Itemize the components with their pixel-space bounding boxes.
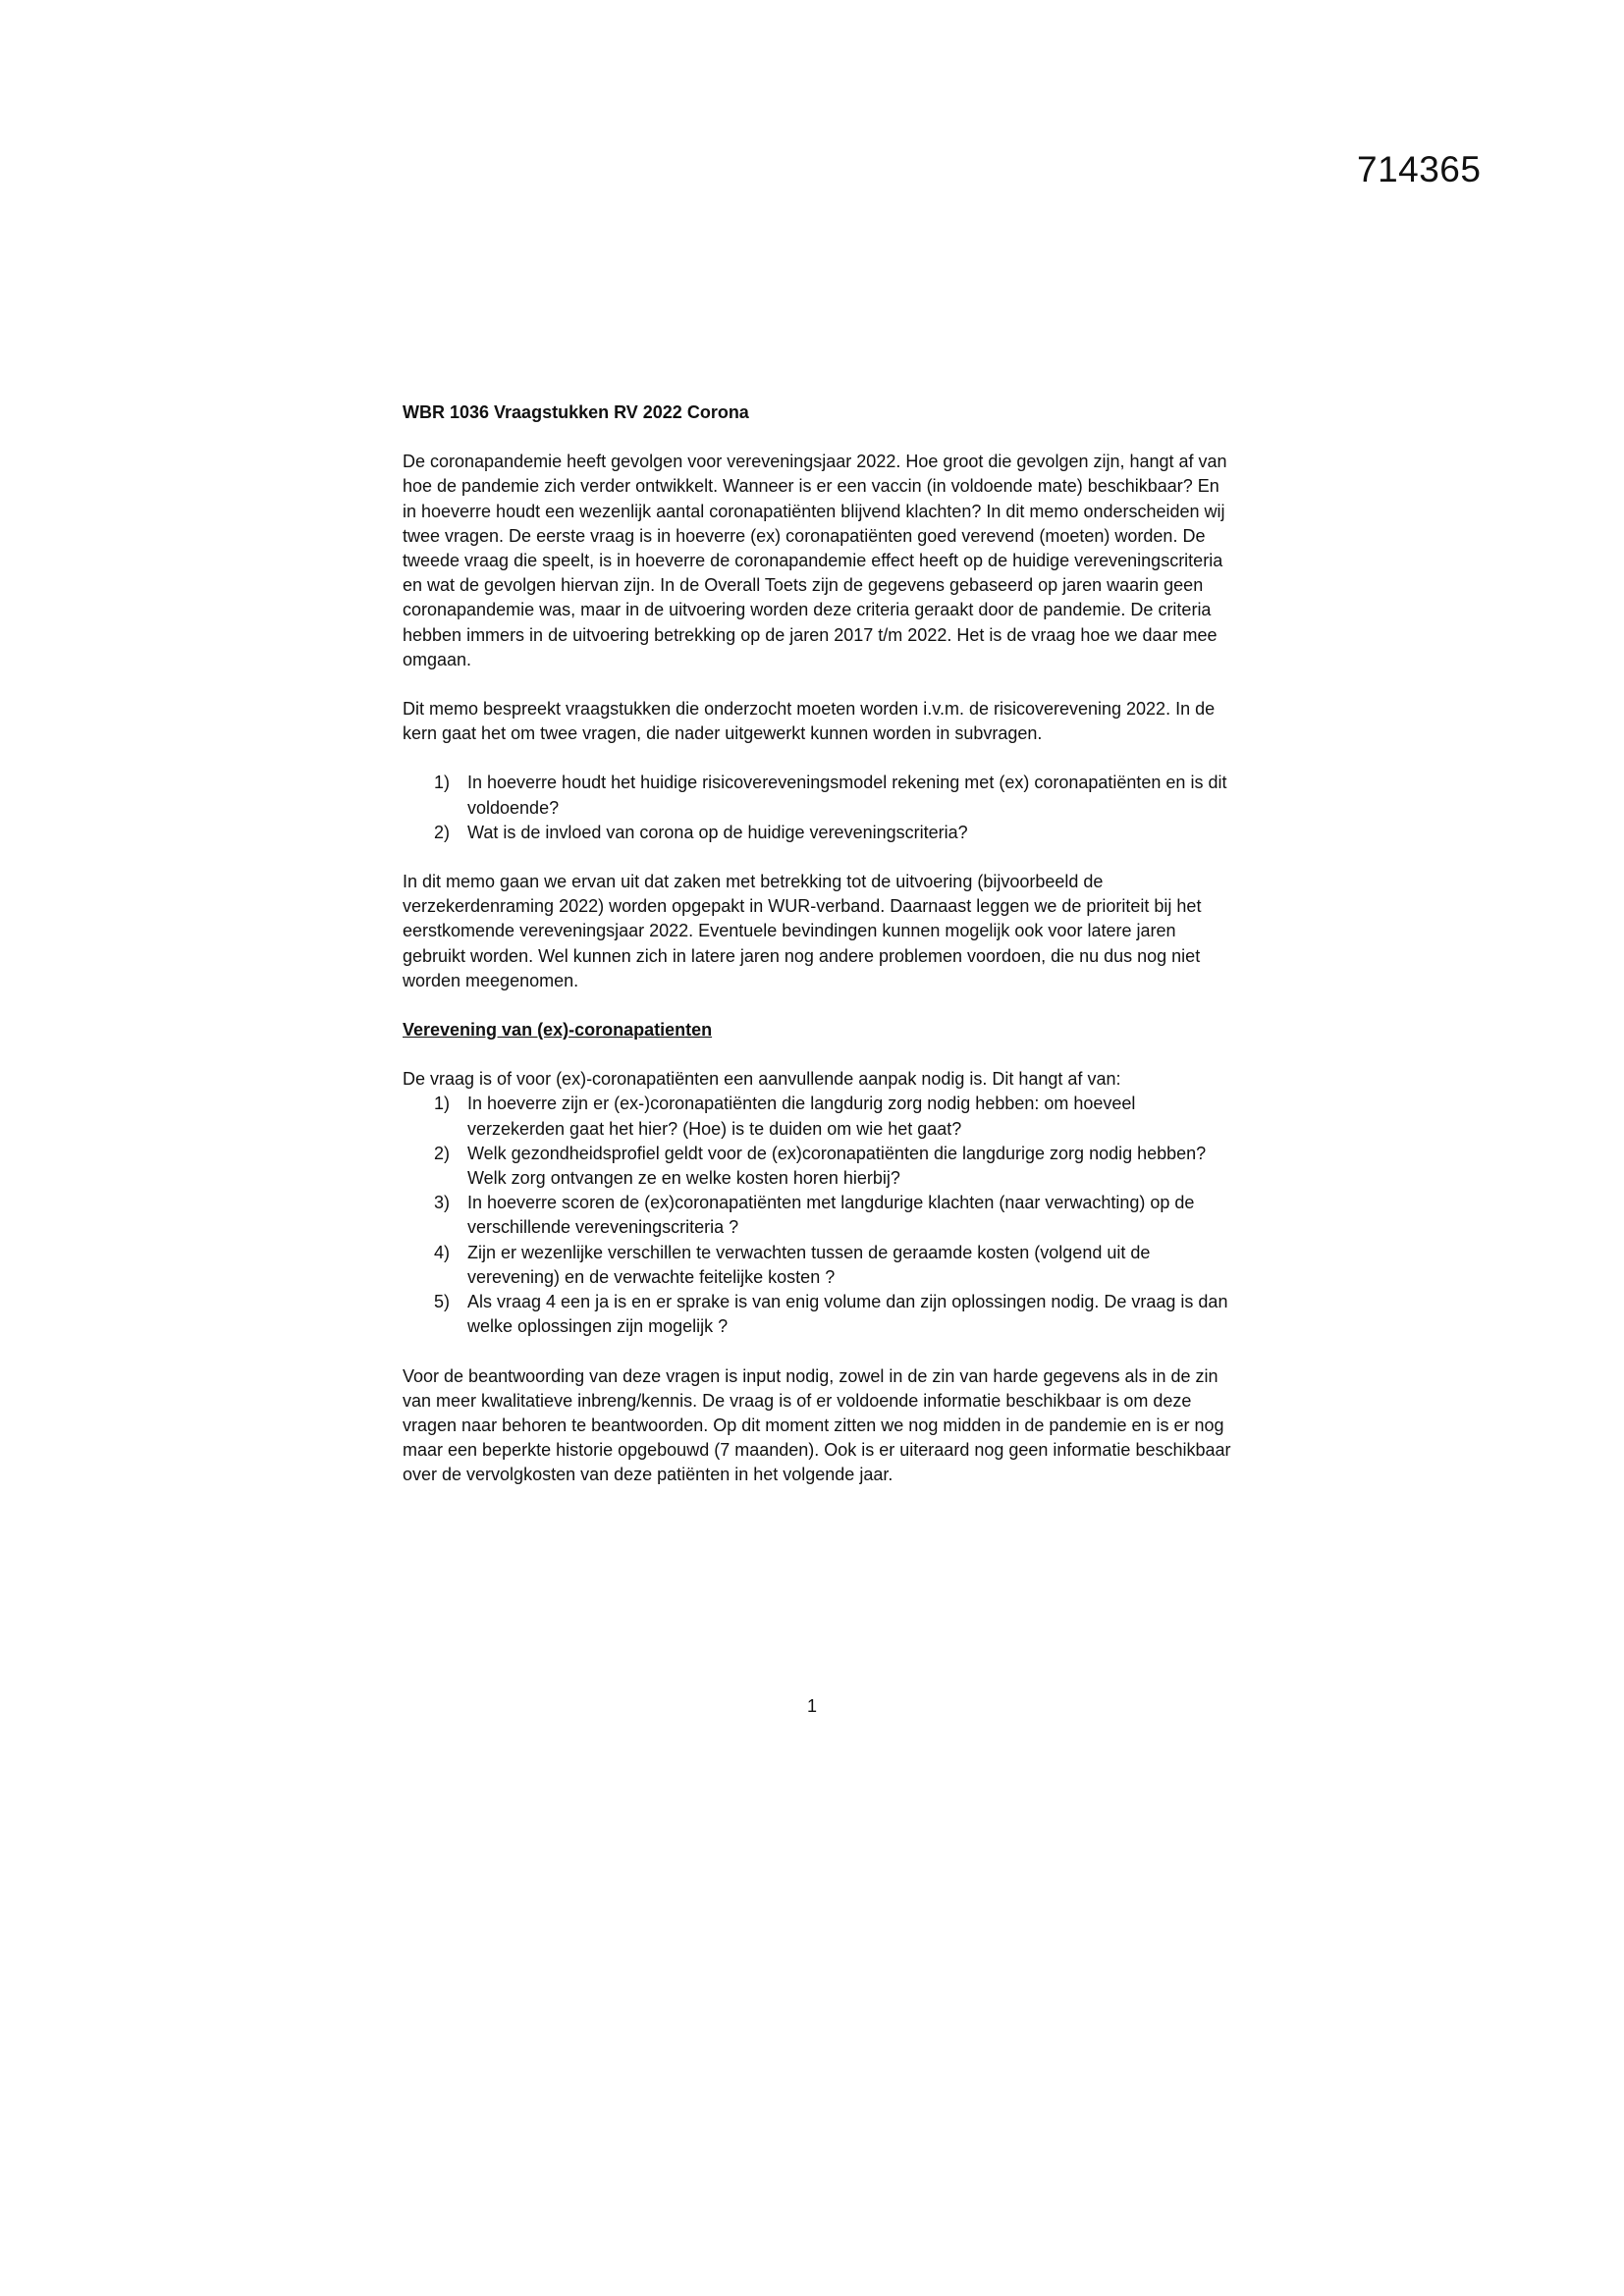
list-item-text: Welk gezondheidsprofiel geldt voor de (ex)coronapatiënten die langdurige zorg nodig hebben? Welk zorg ontvangen ze en welke kosten horen hierbij? [467,1143,1207,1189]
list-item-number: 3) [434,1193,451,1213]
section-intro-paragraph: De vraag is of voor (ex)-coronapatiënten een aanvullende aanpak nodig is. Dit hangt af van: [403,1069,1121,1090]
list-item-text: Wat is de invloed van corona op de huidige vereveningscriteria? [467,822,968,842]
main-questions-list [403,771,1235,845]
list-item [403,771,1235,820]
list-item [403,1241,1235,1290]
list-item-text: Als vraag 4 een ja is en er sprake is van enig volume dan zijn oplossingen nodig. De vraag is dan welke oplossingen zijn mogelijk ? [467,1292,1228,1337]
list-item [403,1191,1235,1240]
list-item-text: In hoeverre zijn er (ex-)coronapatiënten die langdurig zorg nodig hebben: om hoeveel verzekerden gaat het hier? (Hoe) is te duiden om wie het gaat? [467,1094,1136,1139]
section-heading: Verevening van (ex)-coronapatienten [403,1020,713,1041]
scope-paragraph: Dit memo bespreekt vraagstukken die onderzocht moeten worden i.v.m. de risicoverevening 2022. In de kern gaat het om twee vragen, die nader uitgewerkt kunnen worden in subvragen. [403,699,1216,744]
sub-questions-list [403,1092,1235,1339]
list-item-text: In hoeverre houdt het huidige risicovereveningsmodel rekening met (ex) coronapatiënten en is dit voldoende? [467,773,1227,818]
list-item [403,821,1235,845]
list-item-text: Zijn er wezenlijke verschillen te verwachten tussen de geraamde kosten (volgend uit de verevening) en de verwachte feitelijke kosten ? [467,1242,1151,1287]
memo-body [403,400,1235,1513]
list-item [403,1092,1235,1141]
document-number: 714365 [1357,149,1482,189]
intro-paragraph: De coronapandemie heeft gevolgen voor vereveningsjaar 2022. Hoe groot die gevolgen zijn, hangt af van hoe de pandemie zich verder ontwikkelt. Wanneer is er een vaccin (in voldoende mate) beschikbaar? En in hoeverre houdt een wezenlijk aantal coronapatiënten blijvend klachten? In dit memo onderscheiden wij twee vragen. De eerste vraag is in hoeverre (ex) coronapatiënten goed verevend (moeten) worden. De tweede vraag die speelt, is in hoeverre de coronapandemie effect heeft op de huidige vereveningscriteria en wat de gevolgen hiervan zijn. In de Overall Toets zijn de gegevens gebaseerd op jaren waarin geen coronapandemie was, maar in de uitvoering worden deze criteria geraakt door de pandemie. De criteria hebben immers in de uitvoering betrekking op de jaren 2017 t/m 2022. Het is de vraag hoe we daar mee omgaan. [403,452,1227,669]
closing-paragraph: Voor de beantwoording van deze vragen is input nodig, zowel in de zin van harde gegevens als in de zin van meer kwalitatieve inbreng/kennis. De vraag is of er voldoende informatie beschikbaar is om deze vragen naar behoren te beantwoorden. Op dit moment zitten we nog midden in de pandemie en is er nog maar een beperkte historie opgebouwd (7 maanden). Ook is er uiteraard nog geen informatie beschikbaar over de vervolgkosten van deze patiënten in het volgende jaar. [403,1365,1231,1485]
memo-title: WBR 1036 Vraagstukken RV 2022 Corona [403,402,749,422]
list-item-text: In hoeverre scoren de (ex)coronapatiënten met langdurige klachten (naar verwachting) op de verschillende vereveningscriteria ? [467,1193,1195,1238]
list-item-number: 5) [434,1292,451,1312]
list-item-number: 1) [434,1094,451,1114]
list-item [403,1142,1235,1191]
page-number: 1 [806,1696,817,1716]
list-item-number: 1) [434,773,451,793]
list-item-number: 4) [434,1242,451,1262]
list-item [403,1290,1235,1339]
list-item-number: 2) [434,1143,451,1163]
assumptions-paragraph: In dit memo gaan we ervan uit dat zaken met betrekking tot de uitvoering (bijvoorbeeld de verzekerdenraming 2022) worden opgepakt in WUR-verband. Daarnaast leggen we de prioriteit bij het eerstkomende vereveningsjaar 2022. Eventuele bevindingen kunnen mogelijk ook voor latere jaren gebruikt worden. Wel kunnen zich in latere jaren nog andere problemen voordoen, die nu dus nog niet worden meegenomen. [403,872,1202,990]
list-item-number: 2) [434,822,451,842]
